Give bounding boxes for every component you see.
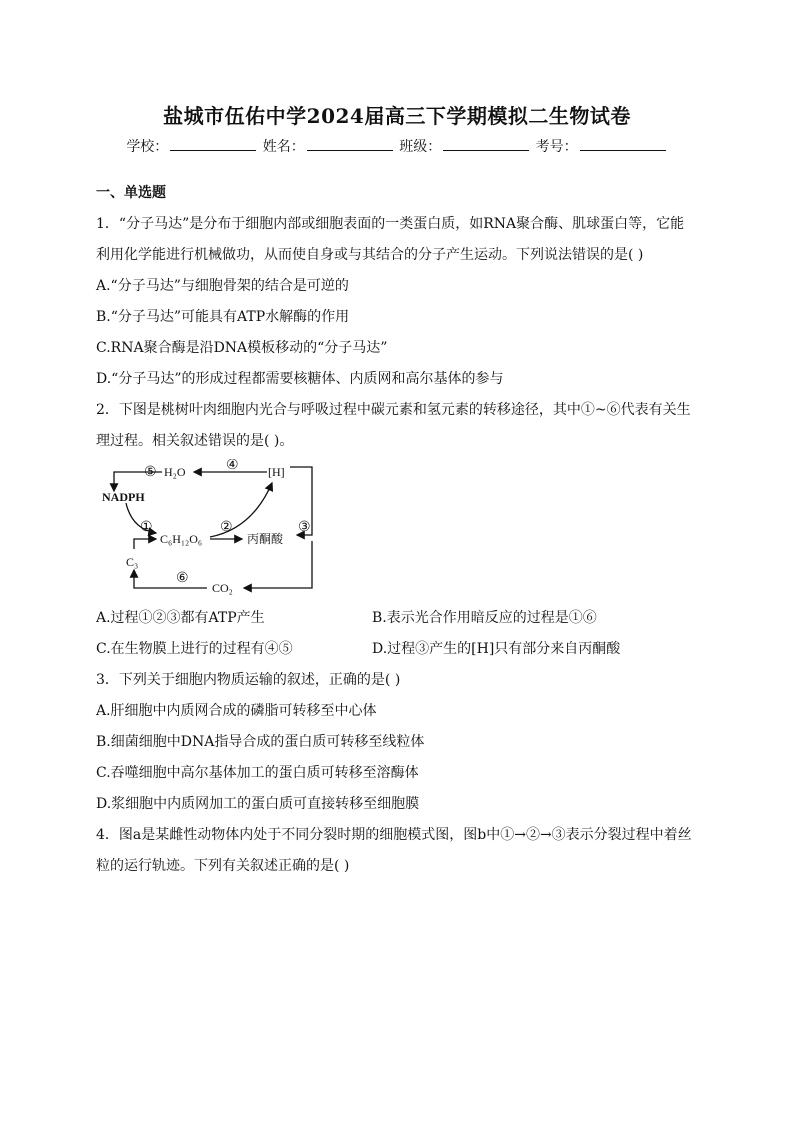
label-h: [H]: [268, 465, 285, 479]
question-1-stem: 1．“分子马达”是分布于细胞内部或细胞表面的一类蛋白质，如RNA聚合酶、肌球蛋白等，它能利用化学能进行机械做功，从而使自身或与其结合的分子产生运动。下列说法错误的是( ): [96, 216, 685, 263]
label-nadph: NADPH: [102, 490, 145, 504]
label-c3: C₃: [126, 555, 139, 569]
arrow-6: [134, 570, 207, 588]
number-blank: [580, 138, 666, 151]
num-4: ④: [226, 459, 239, 473]
question-1-option-c: C.RNA聚合酶是沿DNA模板移动的“分子马达”: [96, 340, 388, 356]
question-3-option-b: B.细菌细胞中DNA指导合成的蛋白质可转移至线粒体: [96, 734, 425, 750]
question-2-options-row-1: [96, 603, 696, 634]
question-2-options-row-2: [96, 634, 696, 665]
question-1-option-a: A.“分子马达”与细胞骨架的结合是可逆的: [96, 278, 349, 294]
question-3-option-c: C.吞噬细胞中高尔基体加工的蛋白质可转移至溶酶体: [96, 765, 419, 781]
num-3: ③: [298, 520, 311, 535]
question-2-option-b: B.表示光合作用暗反应的过程是①⑥: [372, 610, 597, 626]
section-heading: 一、单选题: [96, 185, 166, 201]
class-label: 班级：: [399, 139, 442, 155]
question-2-option-a: A.过程①②③都有ATP产生: [96, 610, 265, 626]
question-1-option-b: B.“分子马达”可能具有ATP水解酶的作用: [96, 309, 350, 325]
question-1-option-d: D.“分子马达”的形成过程都需要核糖体、内质网和高尔基体的参与: [96, 371, 504, 387]
pathway-svg: [102, 459, 322, 599]
school-blank: [170, 138, 256, 151]
label-co2: CO₂: [212, 581, 233, 595]
label-h2o: H₂O: [164, 465, 186, 479]
label-pyruvate: 丙酮酸: [247, 532, 284, 546]
student-info-line: [0, 136, 794, 156]
question-2-option-c: C.在生物膜上进行的过程有④⑤: [96, 641, 293, 657]
num-5: ⑤: [144, 465, 157, 480]
arrow-c3: [134, 539, 156, 549]
name-label: 姓名：: [262, 139, 305, 155]
number-label: 考号：: [535, 139, 578, 155]
school-label: 学校：: [126, 139, 169, 155]
question-2-option-d: D.过程③产生的[H]只有部分来自丙酮酸: [372, 641, 621, 657]
question-3-option-a: A.肝细胞中内质网合成的磷脂可转移至中心体: [96, 703, 377, 719]
question-content: [96, 178, 696, 882]
carbon-hydrogen-pathway-diagram: [102, 459, 322, 599]
num-2: ②: [220, 520, 233, 535]
question-2-stem: 2．下图是桃树叶肉细胞内光合与呼吸过程中碳元素和氢元素的转移途径，其中①~⑥代表有关生理过程。相关叙述错误的是( )。: [96, 402, 691, 449]
label-glucose: C₆H₁₂O₆: [160, 532, 203, 546]
class-blank: [443, 138, 529, 151]
num-6: ⑥: [176, 571, 189, 586]
num-1: ①: [140, 520, 153, 535]
question-3-stem: 3．下列关于细胞内物质运输的叙述，正确的是( ): [96, 672, 401, 688]
question-4-stem: 4．图a是某雌性动物体内处于不同分裂时期的细胞模式图，图b中①→②→③表示分裂过程中着丝粒的运行轨迹。下列有关叙述正确的是( ): [96, 827, 692, 874]
arrow-co2: [244, 541, 312, 588]
name-blank: [307, 138, 393, 151]
question-3-option-d: D.浆细胞中内质网加工的蛋白质可直接转移至细胞膜: [96, 796, 420, 812]
page-title: 盐城市伍佑中学2024届高三下学期模拟二生物试卷: [163, 104, 631, 128]
